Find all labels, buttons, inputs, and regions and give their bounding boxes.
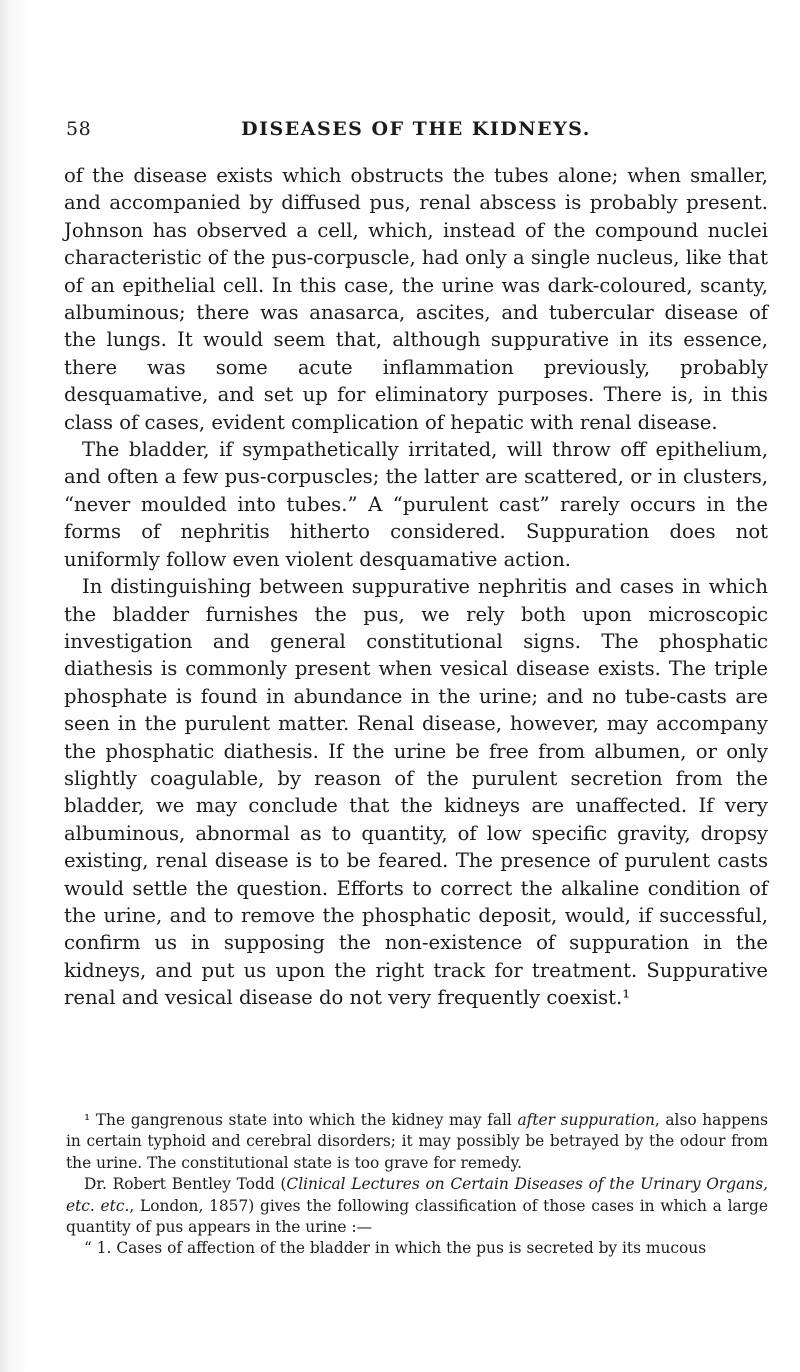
page-header xyxy=(66,118,766,146)
footnote-2-text-a: Dr. Robert Bentley Todd ( xyxy=(84,1175,287,1194)
footnote-1-text-a: The gangrenous state into which the kidney may fall xyxy=(90,1111,518,1129)
footnote-2 xyxy=(66,1174,768,1238)
footnote-1-italic: after suppuration xyxy=(517,1111,655,1129)
footnote-1 xyxy=(66,1110,768,1174)
paragraph-3: In distinguishing between suppurative nephritis and cases in which the bladder furnishes the pus, we rely both upon microscopic investigation and general constitutional signs. The phosphatic diathesis is commonly present when vesical disease exists. The triple phosphate is found in abundance in the urine; and no tube-casts are seen in the purulent matter. Renal disease, however, may accompany the phosphatic diathesis. If the urine be free from albumen, or only slightly coagulable, by reason of the purulent secretion from the bladder, we may conclude that the kidneys are unaffected. If very albuminous, abnormal as to quantity, of low specific gravity, dropsy existing, renal disease is to be feared. The presence of purulent casts would settle the question. Efforts to correct the alkaline condition of the urine, and to remove the phosphatic deposit, would, if successful, confirm us in supposing the non-existence of suppuration in the kidneys, and put us upon the right track for treatment. Suppurative renal and vesical disease do not very frequently coexist.¹ xyxy=(64,575,768,1010)
main-text xyxy=(64,162,768,1012)
running-title: DISEASES OF THE KIDNEYS. xyxy=(241,118,591,140)
paragraph-2: The bladder, if sympathetically irritated, will throw off epithelium, and often a few pus-corpuscles; the latter are scattered, or in clusters, “never moulded into tubes.” A “purulent cast” rarely occurs in the forms of nephritis hitherto considered. Suppuration does not uniformly follow even violent desquamative action. xyxy=(64,438,768,571)
footnote-2-citation: Clinical Lectures on Certain Diseases of the Urinary Organs, etc. etc. xyxy=(66,1175,768,1215)
page-number: 58 xyxy=(66,118,92,140)
footnote-3: “ 1. Cases of affection of the bladder in which the pus is secreted by its mucous xyxy=(84,1239,707,1258)
footnote-marker: ¹ xyxy=(84,1111,91,1129)
footnotes xyxy=(66,1110,768,1260)
footnote-2-text-b: , London, 1857) gives the following classification of those cases in which a large quantity of pus appears in the urine :— xyxy=(66,1196,768,1237)
footnote-1-text-b: , also happens in certain typhoid and cerebral disorders; it may possibly be betrayed by the odour from the urine. The constitutional state is too grave for remedy. xyxy=(66,1111,768,1172)
paragraph-1: of the disease exists which obstructs the tubes alone; when smaller, and accompanied by diffused pus, renal abscess is probably present. Johnson has observed a cell, which, instead of the compound nuclei characteristic of the pus-corpuscle, had only a single nucleus, like that of an epithelial cell. In this case, the urine was dark-coloured, scanty, albuminous; there was anasarca, ascites, and tubercular disease of the lungs. It would seem that, although suppurative in its essence, there was some acute inflammation previously, probably desquamative, and set up for eliminatory purposes. There is, in this class of cases, evident complication of hepatic with renal disease. xyxy=(64,164,768,434)
